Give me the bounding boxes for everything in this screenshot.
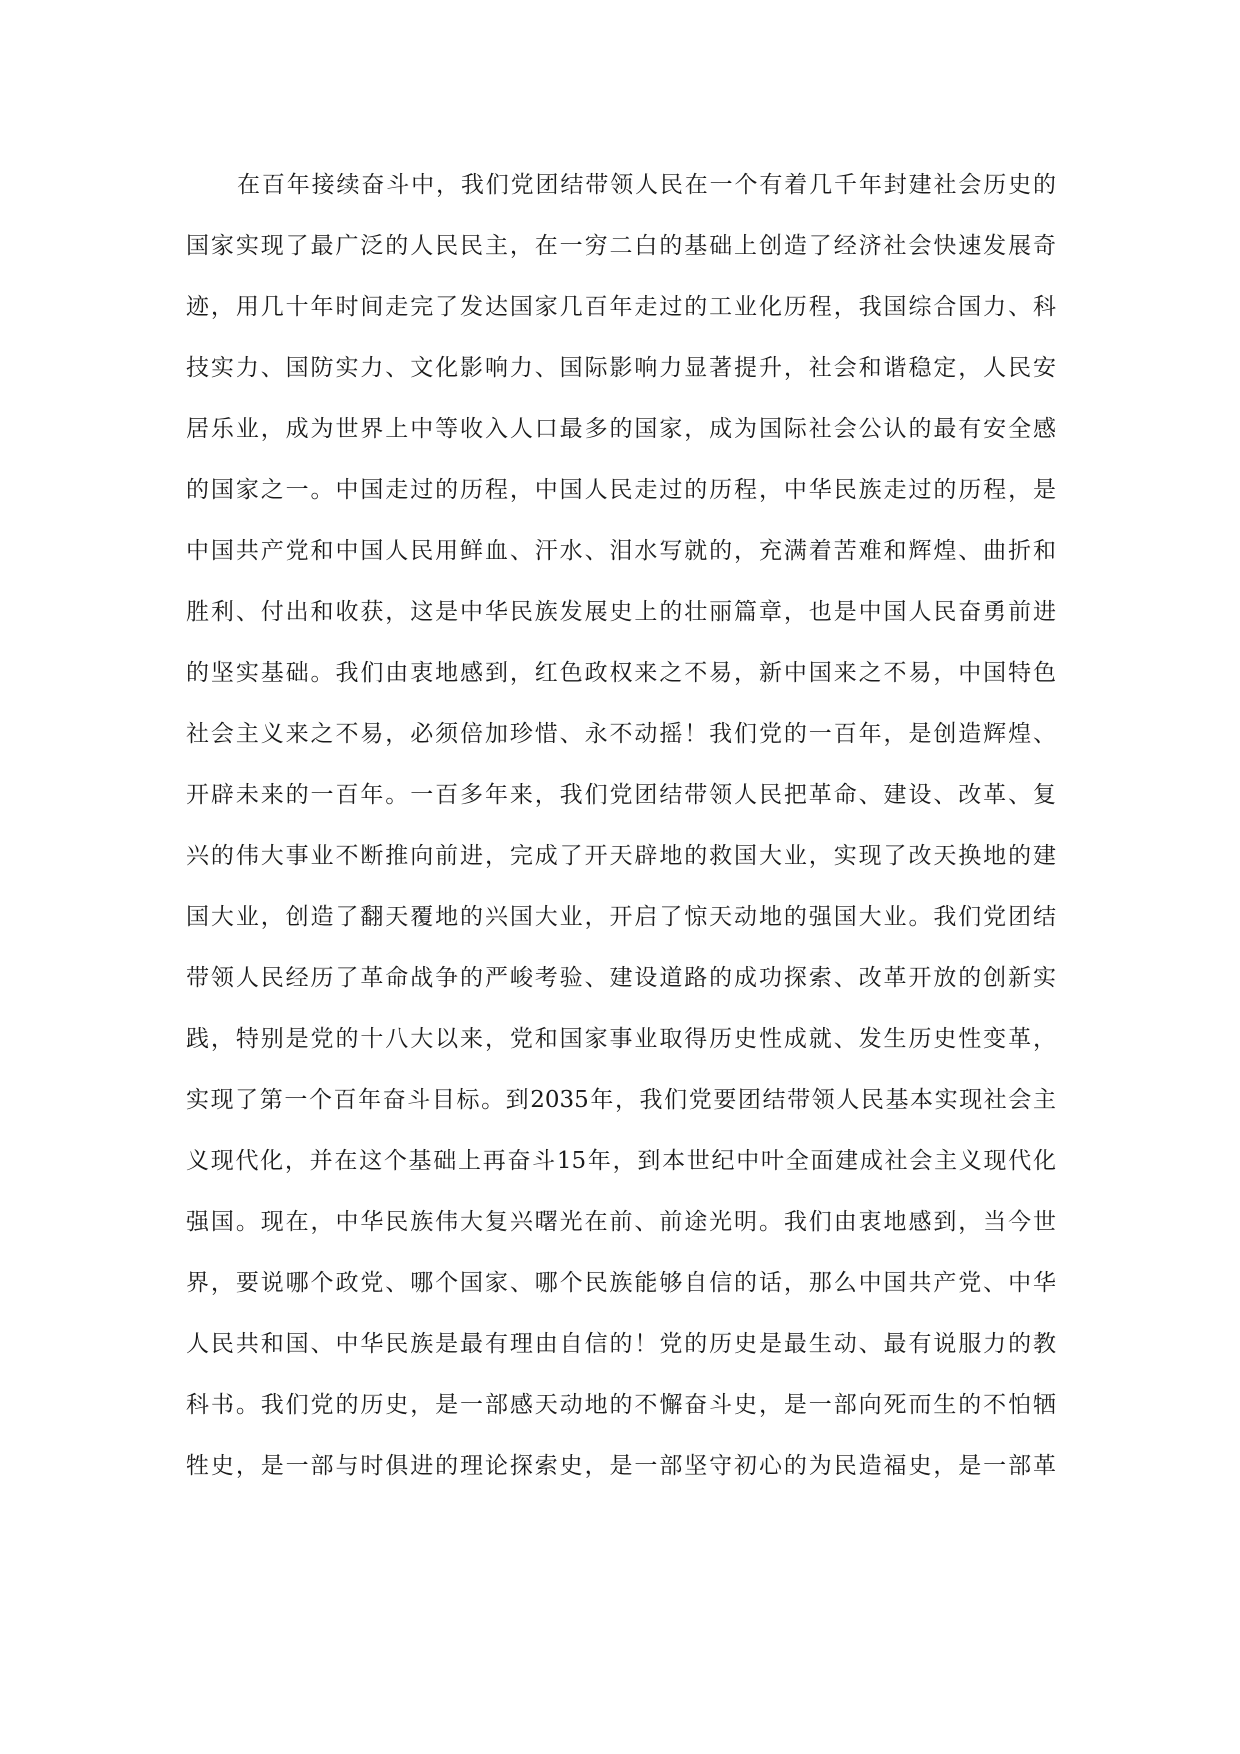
body-paragraph: [186, 155, 1056, 1497]
text-line: 国家实现了最广泛的人民民主，在一穷二白的基础上创造了经济社会快速发展奇: [186, 233, 1056, 259]
text-line: 国大业，创造了翻天覆地的兴国大业，开启了惊天动地的强国大业。我们党团结: [186, 904, 1056, 930]
text-line: 中国共产党和中国人民用鲜血、汗水、泪水写就的，充满着苦难和辉煌、曲折和: [186, 538, 1056, 564]
text-line: 技实力、国防实力、文化影响力、国际影响力显著提升，社会和谐稳定，人民安: [186, 355, 1056, 381]
text-line: 社会主义来之不易，必须倍加珍惜、永不动摇！我们党的一百年，是创造辉煌、: [186, 721, 1056, 747]
text-line: 胜利、付出和收获，这是中华民族发展史上的壮丽篇章，也是中国人民奋勇前进: [186, 599, 1056, 625]
text-line: 强国。现在，中华民族伟大复兴曙光在前、前途光明。我们由衷地感到，当今世: [186, 1209, 1056, 1235]
text-line: 人民共和国、中华民族是最有理由自信的！党的历史是最生动、最有说服力的教: [186, 1331, 1056, 1357]
text-line: 的国家之一。中国走过的历程，中国人民走过的历程，中华民族走过的历程，是: [186, 477, 1056, 503]
text-line: 界，要说哪个政党、哪个国家、哪个民族能够自信的话，那么中国共产党、中华: [186, 1270, 1056, 1296]
text-line: 开辟未来的一百年。一百多年来，我们党团结带领人民把革命、建设、改革、复: [186, 782, 1056, 808]
text-line: 居乐业，成为世界上中等收入人口最多的国家，成为国际社会公认的最有安全感: [186, 416, 1056, 442]
text-line: 在百年接续奋斗中，我们党团结带领人民在一个有着几千年封建社会历史的: [237, 172, 1056, 198]
text-line: 义现代化，并在这个基础上再奋斗15年，到本世纪中叶全面建成社会主义现代化: [186, 1148, 1056, 1174]
text-line: 兴的伟大事业不断推向前进，完成了开天辟地的救国大业，实现了改天换地的建: [186, 843, 1056, 869]
text-line: 科书。我们党的历史，是一部感天动地的不懈奋斗史，是一部向死而生的不怕牺: [186, 1392, 1056, 1418]
text-line: 带领人民经历了革命战争的严峻考验、建设道路的成功探索、改革开放的创新实: [186, 965, 1056, 991]
text-line: 实现了第一个百年奋斗目标。到2035年，我们党要团结带领人民基本实现社会主: [186, 1087, 1056, 1113]
text-line: 践，特别是党的十八大以来，党和国家事业取得历史性成就、发生历史性变革，: [186, 1026, 1056, 1052]
text-line: 迹，用几十年时间走完了发达国家几百年走过的工业化历程，我国综合国力、科: [186, 294, 1056, 320]
text-line: 的坚实基础。我们由衷地感到，红色政权来之不易，新中国来之不易，中国特色: [186, 660, 1056, 686]
text-line: 牲史，是一部与时俱进的理论探索史，是一部坚守初心的为民造福史，是一部革: [186, 1453, 1056, 1479]
